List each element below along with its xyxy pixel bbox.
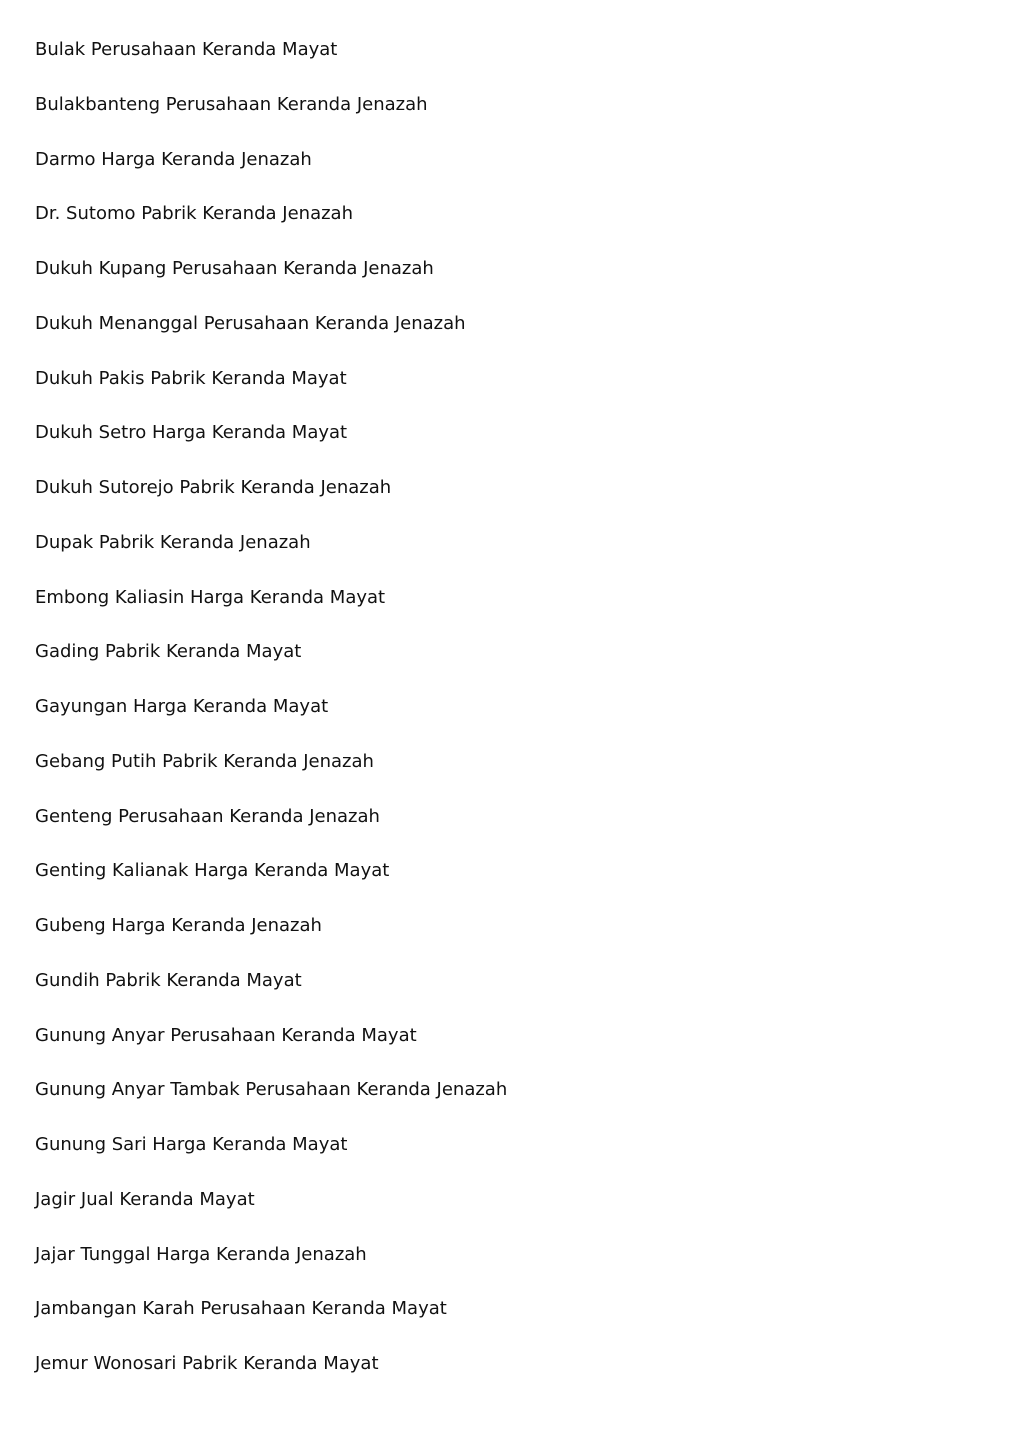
list-item: Dukuh Kupang Perusahaan Keranda Jenazah: [35, 258, 434, 279]
list-item: Bulakbanteng Perusahaan Keranda Jenazah: [35, 93, 428, 115]
list-item: Genting Kalianak Harga Keranda Mayat: [35, 860, 390, 882]
list-item: Gunung Anyar Perusahaan Keranda Mayat: [35, 1024, 417, 1046]
list-item: Gebang Putih Pabrik Keranda Jenazah: [35, 750, 374, 772]
list-item: Dukuh Pakis Pabrik Keranda Mayat: [35, 367, 347, 389]
list-item: Dukuh Sutorejo Pabrik Keranda Jenazah: [35, 477, 392, 498]
list-item: Jajar Tunggal Harga Keranda Jenazah: [35, 1243, 367, 1265]
list-item: Gunung Sari Harga Keranda Mayat: [35, 1134, 348, 1155]
list-item: Darmo Harga Keranda Jenazah: [35, 148, 312, 170]
list-item: Jagir Jual Keranda Mayat: [35, 1188, 255, 1210]
list-item: Gayungan Harga Keranda Mayat: [35, 696, 329, 717]
list-item: Jambangan Karah Perusahaan Keranda Mayat: [35, 1298, 447, 1320]
list-item: Dr. Sutomo Pabrik Keranda Jenazah: [35, 203, 353, 225]
list-item: Jemur Wonosari Pabrik Keranda Mayat: [35, 1353, 379, 1374]
location-list: [35, 36, 1024, 1405]
list-item: Dukuh Setro Harga Keranda Mayat: [35, 422, 348, 444]
list-item: Gundih Pabrik Keranda Mayat: [35, 969, 302, 991]
list-item: Dukuh Menanggal Perusahaan Keranda Jenazah: [35, 312, 466, 334]
list-item: Dupak Pabrik Keranda Jenazah: [35, 531, 311, 553]
list-item: Gunung Anyar Tambak Perusahaan Keranda Jenazah: [35, 1079, 508, 1101]
list-item: Embong Kaliasin Harga Keranda Mayat: [35, 586, 386, 608]
list-item: Gading Pabrik Keranda Mayat: [35, 641, 302, 663]
list-item: Gubeng Harga Keranda Jenazah: [35, 915, 322, 936]
list-item: Bulak Perusahaan Keranda Mayat: [35, 39, 338, 60]
document-page: [35, 36, 1024, 1405]
list-item: Genteng Perusahaan Keranda Jenazah: [35, 805, 380, 827]
